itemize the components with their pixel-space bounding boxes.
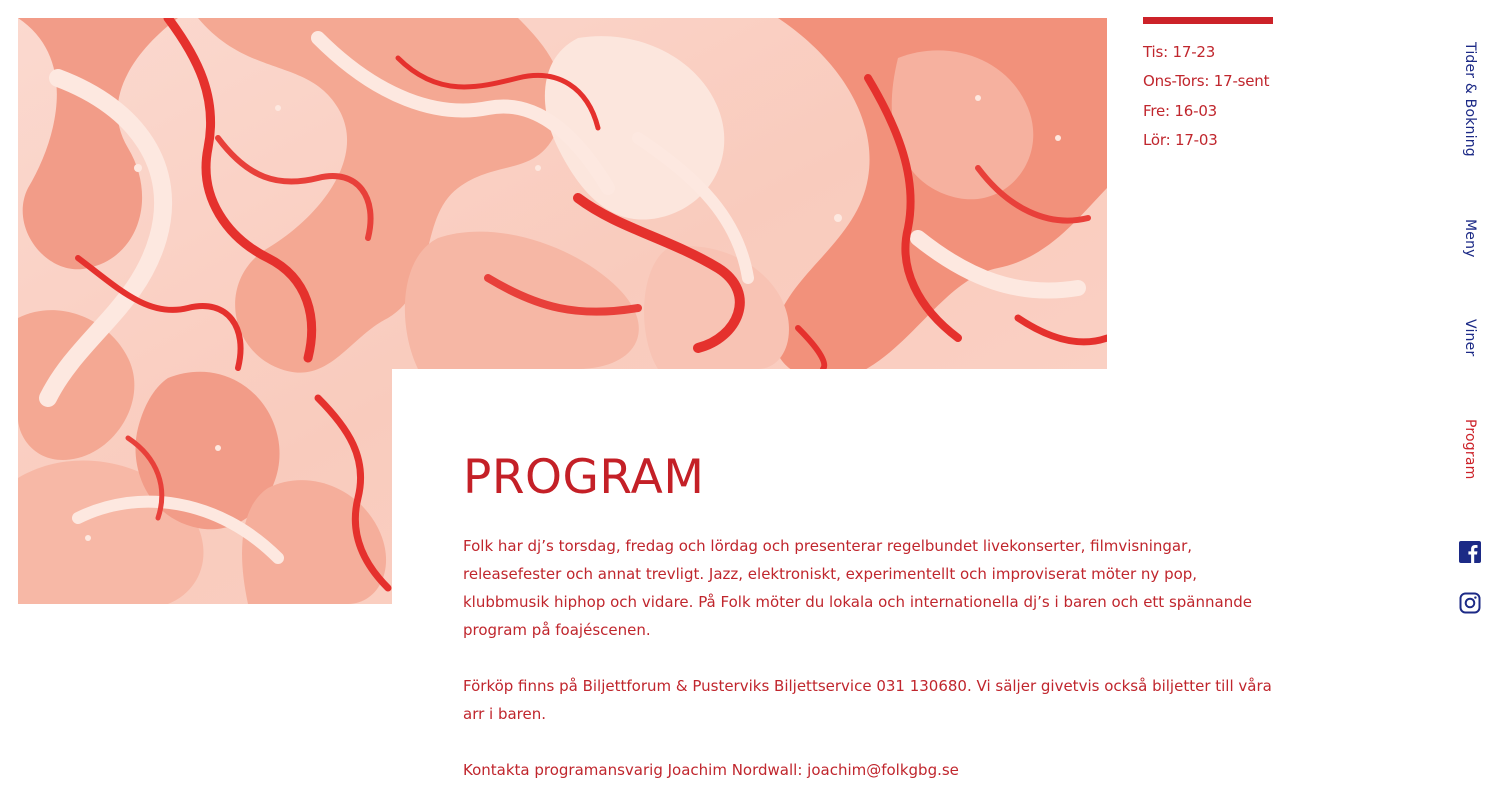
instagram-icon[interactable] <box>1459 592 1481 614</box>
contact-prefix: Kontakta programansvarig Joachim Nordwall: <box>463 761 808 779</box>
page-title: PROGRAM <box>463 450 705 505</box>
program-content <box>463 450 1278 812</box>
ticket-info: Förköp finns på Biljettforum & Pusterviks Biljettservice 031 130680. Vi säljer givetvis också biljetter till våra arr i baren. <box>463 677 1272 723</box>
facebook-icon[interactable] <box>1459 541 1481 563</box>
hours-accent-bar <box>1143 17 1273 24</box>
opening-hours <box>1143 17 1273 155</box>
hours-line-friday: Fre: 16-03 <box>1143 101 1218 120</box>
hours-line-wed-thu: Ons-Tors: 17-sent <box>1143 72 1270 91</box>
nav-item-viner[interactable]: Viner <box>1462 319 1478 357</box>
nav-item-meny[interactable]: Meny <box>1462 218 1478 258</box>
nav-item-program[interactable]: Program <box>1462 418 1478 480</box>
nav-item-tider-bokning[interactable]: Tider & Bokning <box>1462 41 1478 157</box>
side-navigation <box>1452 0 1488 812</box>
contact-email-link[interactable]: joachim@folkgbg.se <box>807 761 959 779</box>
program-description: Folk har dj’s torsdag, fredag och lördag och presenterar regelbundet livekonserter, filmvisningar, releasefester och annat trevligt. Jazz, elektroniskt, experimentellt och improviserat möter ny pop, klubbmusik hiphop och vidare. På Folk möter du lokala och internationella dj’s i baren och ett spännande program på foajéscenen. <box>463 537 1252 639</box>
contact-line <box>463 756 1278 784</box>
hours-line-saturday: Lör: 17-03 <box>1143 130 1218 149</box>
hours-line-tuesday: Tis: 17-23 <box>1143 43 1216 61</box>
